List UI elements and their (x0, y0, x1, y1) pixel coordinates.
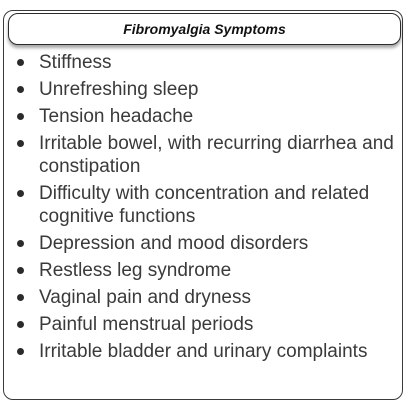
bullet-icon (17, 267, 24, 274)
list-item (0, 313, 408, 336)
list-item (0, 51, 408, 74)
list-item-text: Depression and mood disorders (39, 233, 309, 254)
list-item-text: Restless leg syndrome (39, 260, 232, 281)
list-item-text: Irritable bladder and urinary complaints (39, 341, 368, 362)
list-item (0, 232, 408, 255)
list-item-text: Unrefreshing sleep (39, 79, 199, 100)
title-box (8, 13, 401, 45)
list-item-text: Stiffness (39, 52, 112, 73)
list-item-text: Painful menstrual periods (39, 314, 254, 335)
bullet-icon (17, 348, 24, 355)
list-item (0, 105, 408, 128)
symptom-list (0, 51, 408, 367)
bullet-icon (17, 140, 24, 147)
list-item (0, 182, 408, 228)
list-item (0, 132, 408, 178)
bullet-icon (17, 59, 24, 66)
bullet-icon (17, 321, 24, 328)
bullet-icon (17, 240, 24, 247)
list-item-text: Difficulty with concentration and related cognitive functions (39, 183, 370, 227)
bullet-icon (17, 294, 24, 301)
list-item (0, 340, 408, 363)
list-item (0, 286, 408, 309)
list-item-text: Irritable bowel, with recurring diarrhea and constipation (39, 133, 394, 177)
list-item-text: Tension headache (39, 106, 194, 127)
list-item-text: Vaginal pain and dryness (39, 287, 251, 308)
page-title: Fibromyalgia Symptoms (123, 21, 286, 37)
bullet-icon (17, 113, 24, 120)
bullet-icon (17, 190, 24, 197)
bullet-icon (17, 86, 24, 93)
list-item (0, 78, 408, 101)
list-item (0, 259, 408, 282)
